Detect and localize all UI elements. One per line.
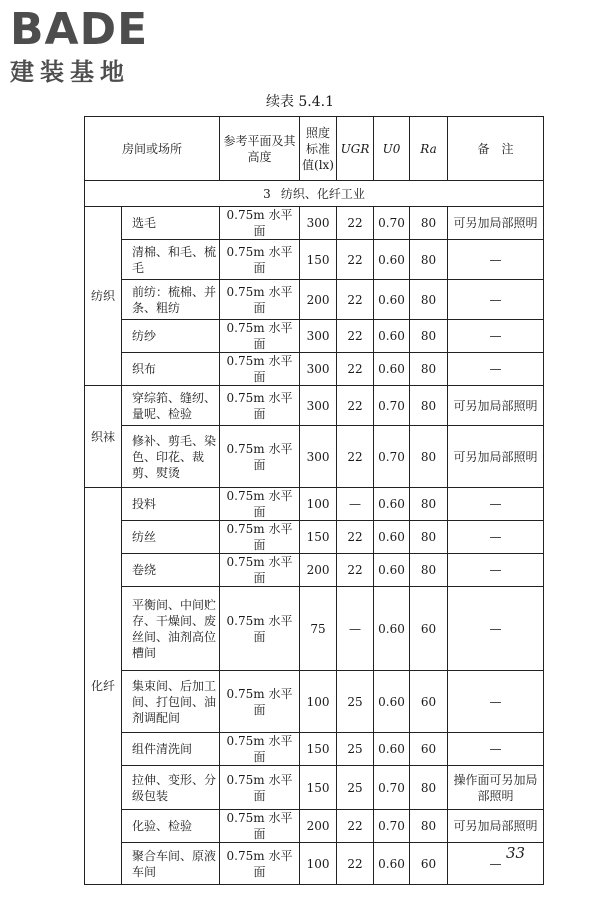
cell-lux: 300 [300,353,337,386]
cell-plane: 0.75m 水平面 [220,766,300,810]
cell-plane: 0.75m 水平面 [220,280,300,320]
cell-plane: 0.75m 水平面 [220,207,300,240]
table-row [85,240,544,280]
cell-note: — [448,488,544,521]
table-row [85,810,544,843]
header-plane: 参考平面及其高度 [220,117,300,181]
cell-lux: 200 [300,554,337,587]
cell-plane: 0.75m 水平面 [220,240,300,280]
cell-ugr: — [337,587,374,671]
cell-plane: 0.75m 水平面 [220,488,300,521]
cell-note: 可另加局部照明 [448,810,544,843]
cell-lux: 150 [300,240,337,280]
cell-lux: 150 [300,766,337,810]
group-name-cell: 化纤 [85,488,122,885]
table-row [85,488,544,521]
page-number: 33 [506,844,526,862]
cell-note: — [448,320,544,353]
cell-u0: 0.60 [374,280,410,320]
table-row [85,554,544,587]
cell-ugr: — [337,488,374,521]
cell-plane: 0.75m 水平面 [220,320,300,353]
header-note: 备 注 [448,117,544,181]
cell-lux: 100 [300,671,337,733]
section-number: 3 [263,186,271,201]
header-ra: Ra [410,117,448,181]
cell-room: 修补、剪毛、染色、印花、裁剪、熨烫 [122,426,220,488]
table-row [85,426,544,488]
cell-lux: 300 [300,386,337,426]
cell-u0: 0.60 [374,671,410,733]
cell-ugr: 25 [337,766,374,810]
table-row [85,843,544,885]
table-row [85,353,544,386]
table-row [85,671,544,733]
table-row [85,733,544,766]
cell-room: 卷绕 [122,554,220,587]
cell-ugr: 22 [337,386,374,426]
section-row [85,181,544,207]
cell-note: 操作面可另加局部照明 [448,766,544,810]
cell-ra: 80 [410,353,448,386]
table-row [85,521,544,554]
cell-note: 可另加局部照明 [448,426,544,488]
cell-room: 纺纱 [122,320,220,353]
cell-note: — [448,240,544,280]
cell-ra: 60 [410,843,448,885]
cell-lux: 200 [300,810,337,843]
cell-u0: 0.60 [374,488,410,521]
cell-u0: 0.60 [374,587,410,671]
cell-room: 选毛 [122,207,220,240]
group-name-cell: 纺织 [85,207,122,386]
cell-ra: 60 [410,587,448,671]
cell-ra: 80 [410,386,448,426]
cell-ugr: 22 [337,353,374,386]
cell-note: — [448,280,544,320]
cell-ugr: 25 [337,733,374,766]
cell-note: 可另加局部照明 [448,386,544,426]
cell-plane: 0.75m 水平面 [220,843,300,885]
cell-note: — [448,521,544,554]
cell-u0: 0.60 [374,733,410,766]
cell-u0: 0.70 [374,207,410,240]
cell-lux: 100 [300,488,337,521]
cell-lux: 75 [300,587,337,671]
cell-u0: 0.70 [374,810,410,843]
header-ugr: UGR [337,117,374,181]
cell-ra: 80 [410,766,448,810]
cell-u0: 0.60 [374,353,410,386]
cell-ugr: 22 [337,554,374,587]
header-u0: U0 [374,117,410,181]
table-caption: 续表 5.4.1 [265,94,335,110]
cell-room: 前纺：梳棉、并条、粗纺 [122,280,220,320]
cell-room: 纺丝 [122,521,220,554]
cell-room: 集束间、后加工间、打包间、油剂调配间 [122,671,220,733]
brand-logo [10,6,185,88]
cell-lux: 300 [300,207,337,240]
cell-plane: 0.75m 水平面 [220,733,300,766]
cell-plane: 0.75m 水平面 [220,671,300,733]
cell-ugr: 22 [337,426,374,488]
cell-ra: 80 [410,280,448,320]
cell-ugr: 22 [337,521,374,554]
header-lux: 照度标准值(lx) [300,117,337,181]
cell-plane: 0.75m 水平面 [220,426,300,488]
cell-room: 聚合车间、原液车间 [122,843,220,885]
cell-lux: 300 [300,426,337,488]
cell-ugr: 22 [337,240,374,280]
cell-ra: 80 [410,554,448,587]
cell-u0: 0.60 [374,521,410,554]
logo-subtitle: 建装基地 [10,58,130,86]
table-row [85,207,544,240]
cell-room: 清棉、和毛、梳毛 [122,240,220,280]
table-row [85,386,544,426]
cell-room: 拉伸、变形、分级包装 [122,766,220,810]
cell-plane: 0.75m 水平面 [220,386,300,426]
group-name-cell: 织袜 [85,386,122,488]
cell-ra: 80 [410,488,448,521]
cell-note: — [448,554,544,587]
cell-plane: 0.75m 水平面 [220,587,300,671]
illuminance-table [84,116,544,885]
cell-ra: 80 [410,426,448,488]
cell-room: 平衡间、中间贮存、干燥间、废丝间、油剂高位槽间 [122,587,220,671]
cell-plane: 0.75m 水平面 [220,353,300,386]
cell-ugr: 22 [337,207,374,240]
cell-plane: 0.75m 水平面 [220,521,300,554]
cell-u0: 0.60 [374,554,410,587]
cell-u0: 0.60 [374,843,410,885]
header-room: 房间或场所 [85,117,220,181]
cell-note: — [448,353,544,386]
cell-lux: 300 [300,320,337,353]
cell-room: 组件清洗间 [122,733,220,766]
cell-lux: 200 [300,280,337,320]
header-row [85,117,544,181]
table-row [85,766,544,810]
cell-room: 织布 [122,353,220,386]
logo-wordmark: BADE [10,4,149,55]
cell-u0: 0.70 [374,386,410,426]
cell-lux: 150 [300,733,337,766]
cell-u0: 0.60 [374,240,410,280]
cell-ugr: 22 [337,843,374,885]
table-row [85,320,544,353]
cell-u0: 0.70 [374,766,410,810]
cell-ra: 80 [410,810,448,843]
table-row [85,280,544,320]
cell-plane: 0.75m 水平面 [220,810,300,843]
cell-room: 化验、检验 [122,810,220,843]
section-title: 纺织、化纤工业 [280,186,365,201]
cell-ugr: 22 [337,280,374,320]
cell-note: — [448,587,544,671]
cell-ra: 80 [410,521,448,554]
cell-ugr: 22 [337,320,374,353]
cell-lux: 100 [300,843,337,885]
cell-note: 可另加局部照明 [448,207,544,240]
cell-plane: 0.75m 水平面 [220,554,300,587]
cell-note: — [448,671,544,733]
cell-ra: 80 [410,207,448,240]
cell-room: 投料 [122,488,220,521]
cell-ra: 80 [410,320,448,353]
cell-note: — [448,843,544,885]
table-row [85,587,544,671]
section-title-cell [85,181,544,207]
cell-ra: 60 [410,671,448,733]
cell-note: — [448,733,544,766]
cell-lux: 150 [300,521,337,554]
cell-ra: 80 [410,240,448,280]
cell-u0: 0.60 [374,320,410,353]
cell-ra: 60 [410,733,448,766]
cell-room: 穿综筘、缝纫、量呢、检验 [122,386,220,426]
cell-ugr: 22 [337,810,374,843]
cell-u0: 0.70 [374,426,410,488]
cell-ugr: 25 [337,671,374,733]
